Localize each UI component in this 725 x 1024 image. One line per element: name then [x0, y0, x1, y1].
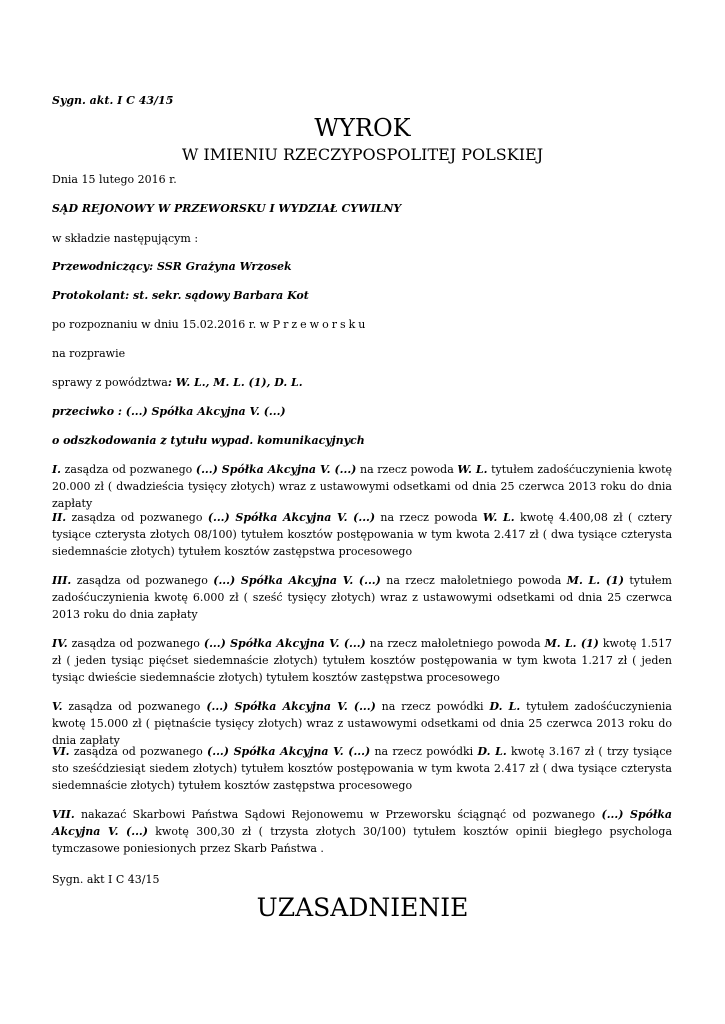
- ruling-number: II.: [52, 511, 67, 524]
- ruling-text: tytułem zadośćuczynienia kwotę 20.000 zł ( dwadzieścia tysięcy złotych) wraz z ustawowymi odsetkami od dnia 25 czerwca 2013 roku do dnia zapłaty: [52, 463, 673, 510]
- ruling-text: zasądza od pozwanego: [62, 700, 207, 713]
- ruling-text: na rzecz małoletniego powoda: [365, 637, 545, 650]
- ruling-text: zasądza od pozwanego: [60, 463, 196, 476]
- ruling-text: kwotę 3.167 zł ( trzy tysiące sto sześćdziesiąt siedem złotych) tytułem kosztów postępowania w tym kwota 2.417 zł ( dwa tysiące czterysta siedemnaście złotych) tytułem kosztów zastępstwa procesowego: [52, 745, 672, 792]
- case-subject: o odszkodowania z tytułu wypad. komunikacyjnych: [52, 434, 365, 447]
- ruling-text: na rzecz powoda: [375, 511, 483, 524]
- defendant-name: (...) Spółka Akcyjna V. (...): [195, 463, 357, 476]
- case-reference-bottom: Sygn. akt I C 43/15: [52, 873, 160, 886]
- presiding-judge: Przewodniczący: SSR Grażyna Wrzosek: [52, 260, 292, 273]
- ruling-number: I.: [52, 463, 61, 476]
- party-name: M. L. (1): [544, 637, 599, 650]
- document-title: WYROK: [314, 114, 411, 142]
- ruling-text: na rzecz powoda: [356, 463, 458, 476]
- ruling-text: kwotę 300,30 zł ( trzysta złotych 30/100) tytułem kosztów opinii biegłego psychologa tymczasowe poniesionych przez Skarb Państwa .: [52, 825, 672, 855]
- ruling-number: VII.: [52, 808, 75, 821]
- ruling-text: zasądza od pozwanego: [66, 511, 208, 524]
- hearing-line: [52, 317, 673, 332]
- party-name: M. L. (1): [566, 574, 624, 587]
- party-name: D. L.: [477, 745, 507, 758]
- ruling-text: na rzecz powódki: [375, 700, 490, 713]
- case-reference-top: Sygn. akt. I C 43/15: [52, 94, 174, 107]
- defendant-name: (...) Spółka Akcyjna V. (...): [52, 808, 672, 838]
- ruling-text: na rzecz małoletniego powoda: [380, 574, 567, 587]
- ruling-text: tytułem zadośćuczynienia kwotę 15.000 zł ( piętnaście tysięcy złotych) wraz z ustawowymi odsetkami od dnia 25 czerwca 2013 roku do dnia zapłaty: [52, 700, 672, 747]
- court-name: SĄD REJONOWY W PRZEWORSKU I WYDZIAŁ CYWILNY: [52, 202, 402, 215]
- party-name: W. L.: [482, 511, 515, 524]
- defendant-line: przeciwko : (...) Spółka Akcyjna V. (...): [52, 405, 286, 418]
- claim-parties: : W. L., M. L. (1), D. L.: [167, 376, 303, 389]
- hearing-prefix: po rozpoznaniu w dniu 15.02.2016 r. w: [52, 318, 273, 331]
- ruling-number: III.: [52, 574, 72, 587]
- ruling-text: tytułem zadośćuczynienia kwotę 6.000 zł ( sześć tysięcy złotych) wraz z ustawowymi odsetkami od dnia 25 czerwca 2013 roku do dnia zapłaty: [52, 574, 672, 621]
- defendant-name: (...) Spółka Akcyjna V. (...): [213, 574, 381, 587]
- ruling-number: IV.: [52, 637, 68, 650]
- ruling-text: zasądza od pozwanego: [67, 637, 204, 650]
- ruling-text: na rzecz powódki: [370, 745, 478, 758]
- ruling-6: [52, 743, 672, 794]
- party-name: W. L.: [457, 463, 488, 476]
- ruling-text: nakazać Skarbowi Państwa Sądowi Rejonowemu w Przeworsku ściągnąć od pozwanego: [74, 808, 602, 821]
- party-name: D. L.: [489, 700, 521, 713]
- ruling-text: kwotę 4.400,08 zł ( cztery tysiące czterysta złotych 08/100) tytułem kosztów postępowania w tym kwota 2.417 zł ( dwa tysiące czterysta siedemnaście złotych) tytułem kosztów zastępstwa procesowego: [52, 511, 672, 558]
- court-clerk: Protokolant: st. sekr. sądowy Barbara Kot: [52, 289, 309, 302]
- ruling-number: V.: [52, 700, 63, 713]
- ruling-2: [52, 509, 672, 560]
- ruling-7: [52, 806, 672, 857]
- judgment-date: Dnia 15 lutego 2016 r.: [52, 173, 177, 186]
- ruling-text: kwotę 1.517 zł ( jeden tysiąc pięćset siedemnaście złotych) tytułem kosztów postępowania w tym kwota 1.217 zł ( jeden tysiąc dwieście siedemnaście złotych) tytułem kosztów zastępstwa procesowego: [52, 637, 673, 684]
- ruling-text: zasądza od pozwanego: [71, 574, 214, 587]
- claim-prefix: sprawy z powództwa: [52, 376, 168, 389]
- ruling-1: [52, 461, 672, 512]
- defendant-name: (...) Spółka Akcyjna V. (...): [206, 700, 376, 713]
- justification-heading: UZASADNIENIE: [256, 893, 469, 922]
- defendant-name: (...) Spółka Akcyjna V. (...): [207, 511, 376, 524]
- claim-line: [52, 375, 673, 390]
- hearing-place: Przeworsku: [272, 318, 369, 331]
- on-hearing: na rozprawie: [52, 347, 126, 360]
- defendant-name: (...) Spółka Akcyjna V. (...): [203, 637, 366, 650]
- ruling-text: zasądza od pozwanego: [69, 745, 208, 758]
- ruling-3: [52, 572, 672, 623]
- ruling-4: [52, 635, 672, 686]
- ruling-number: VI.: [52, 745, 70, 758]
- document-subtitle: W IMIENIU RZECZYPOSPOLITEJ POLSKIEJ: [181, 145, 544, 164]
- ruling-5: [52, 698, 672, 749]
- defendant-name: (...) Spółka Akcyjna V. (...): [207, 745, 371, 758]
- composition-label: w składzie następującym :: [52, 232, 199, 245]
